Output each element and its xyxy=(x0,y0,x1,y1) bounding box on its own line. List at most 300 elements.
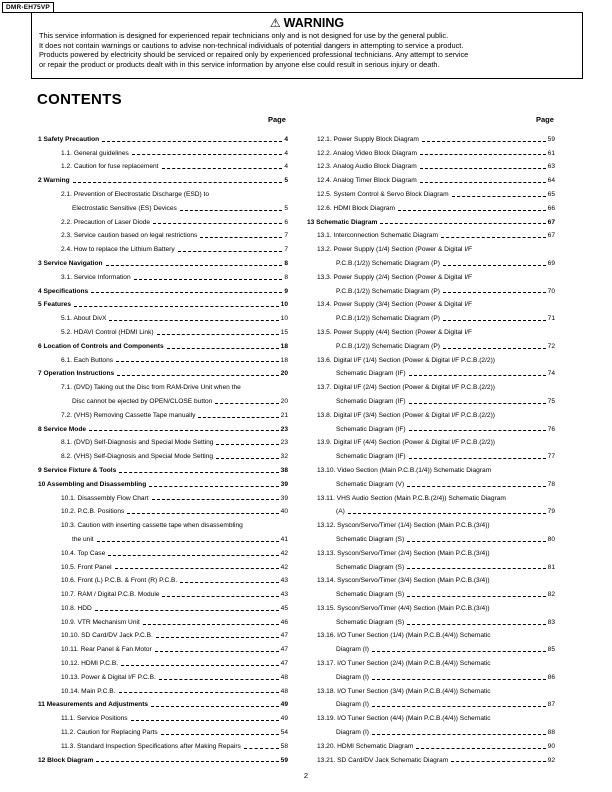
toc-entry-title: 12.6. HDMI Block Diagram xyxy=(317,204,396,212)
toc-leader-dots xyxy=(95,610,279,611)
toc-entry[interactable] xyxy=(307,323,555,337)
toc-leader-dots xyxy=(156,637,279,638)
toc-entry-page: 39 xyxy=(280,480,288,488)
toc-entry[interactable] xyxy=(307,365,555,379)
warning-line: This service information is designed for experienced repair technicians only and is not designed for use by the general public. xyxy=(39,31,449,40)
toc-entry-page: 83 xyxy=(547,618,555,626)
toc-entry[interactable] xyxy=(307,682,555,696)
toc-entry[interactable] xyxy=(38,144,288,158)
toc-entry-title: 5 Features xyxy=(38,301,71,309)
toc-entry-title: 10.11. Rear Panel & Fan Motor xyxy=(61,646,152,654)
toc-entry-title: 10 Assembling and Disassembling xyxy=(38,480,147,488)
toc-leader-dots xyxy=(372,651,546,652)
contents-title: CONTENTS xyxy=(37,91,122,108)
toc-entry-page: 49 xyxy=(280,701,288,709)
toc-entry-page: 18 xyxy=(280,356,288,364)
toc-entry[interactable] xyxy=(307,254,555,268)
toc-entry-page: 79 xyxy=(547,508,555,516)
toc-entry[interactable] xyxy=(307,461,555,475)
toc-entry-title: 13.2. Power Supply (1/4) Section (Power & Digital I/F xyxy=(317,246,473,254)
toc-entry[interactable] xyxy=(307,420,555,434)
toc-entry[interactable] xyxy=(38,309,288,323)
toc-entry-page: 90 xyxy=(547,742,555,750)
toc-entry-title: (A) xyxy=(336,508,345,516)
toc-leader-dots xyxy=(180,210,283,211)
toc-entry[interactable] xyxy=(38,268,288,282)
toc-entry[interactable] xyxy=(307,309,555,323)
toc-leader-dots xyxy=(152,499,279,500)
toc-entry-page: 21 xyxy=(280,411,288,419)
toc-entry-page: 70 xyxy=(547,287,555,295)
toc-leader-dots xyxy=(407,541,546,542)
toc-entry-page: 66 xyxy=(547,204,555,212)
toc-leader-dots xyxy=(409,458,546,459)
toc-entry[interactable] xyxy=(38,516,288,530)
toc-entry[interactable] xyxy=(38,392,288,406)
toc-entry-page: 8 xyxy=(284,273,288,281)
toc-entry[interactable] xyxy=(38,489,288,503)
toc-entry-title: the unit xyxy=(72,535,94,543)
toc-entry-page: 54 xyxy=(280,729,288,737)
toc-leader-dots xyxy=(102,141,282,142)
toc-entry-page: 61 xyxy=(547,149,555,157)
toc-entry[interactable] xyxy=(38,530,288,544)
toc-right-column xyxy=(307,130,555,765)
toc-entry[interactable] xyxy=(38,185,288,199)
toc-entry[interactable] xyxy=(38,585,288,599)
toc-entry-title: 11.2. Caution for Replacing Parts xyxy=(61,729,158,737)
toc-entry[interactable] xyxy=(307,447,555,461)
toc-entry-title: 6 Location of Controls and Components xyxy=(38,342,164,350)
toc-entry-page: 18 xyxy=(280,342,288,350)
toc-entry[interactable] xyxy=(38,709,288,723)
toc-entry[interactable] xyxy=(38,627,288,641)
toc-entry[interactable] xyxy=(38,654,288,668)
toc-leader-dots xyxy=(407,596,546,597)
toc-leader-dots xyxy=(121,665,279,666)
toc-entry[interactable] xyxy=(307,171,555,185)
toc-leader-dots xyxy=(89,430,279,431)
toc-entry-title: Schematic Diagram (S) xyxy=(336,563,405,571)
toc-entry[interactable] xyxy=(307,227,555,241)
toc-entry[interactable] xyxy=(307,240,555,254)
toc-entry[interactable] xyxy=(38,737,288,751)
toc-entry[interactable] xyxy=(307,378,555,392)
toc-entry-title: 12.4. Analog Timer Block Diagram xyxy=(317,177,417,185)
toc-entry-title: 2.2. Precaution of Laser Diode xyxy=(61,218,151,226)
toc-entry-title: 1 Safety Precaution xyxy=(38,135,100,143)
toc-leader-dots xyxy=(409,430,546,431)
toc-entry-title: 7.2. (VHS) Removing Cassette Tape manually xyxy=(61,411,196,419)
toc-entry-title: Electrostatic Sensitive (ES) Devices xyxy=(72,204,177,212)
toc-section-entry[interactable] xyxy=(38,461,288,475)
toc-entry[interactable] xyxy=(307,158,555,172)
toc-leader-dots xyxy=(420,182,546,183)
toc-entry[interactable] xyxy=(307,585,555,599)
toc-entry[interactable] xyxy=(38,199,288,213)
toc-entry[interactable] xyxy=(307,199,555,213)
toc-entry[interactable] xyxy=(38,668,288,682)
toc-entry[interactable] xyxy=(307,489,555,503)
toc-leader-dots xyxy=(127,513,278,514)
toc-entry[interactable] xyxy=(38,406,288,420)
toc-entry[interactable] xyxy=(38,240,288,254)
page-number: 2 xyxy=(303,771,309,780)
toc-entry[interactable] xyxy=(307,640,555,654)
toc-entry-page: 71 xyxy=(547,315,555,323)
toc-leader-dots xyxy=(215,403,278,404)
toc-entry-title: Schematic Diagram (IF) xyxy=(336,453,406,461)
toc-entry[interactable] xyxy=(307,392,555,406)
toc-entry-title: Schematic Diagram (IF) xyxy=(336,397,406,405)
toc-entry-title: 12.3. Analog Audio Block Diagram xyxy=(317,163,417,171)
warning-line: Products powered by electricity should be serviced or repaired only by experienced professional technicians. Any attempt to service xyxy=(39,50,469,60)
toc-entry-title: 3 Service Navigation xyxy=(38,259,103,267)
toc-entry-title: 10.3. Caution with inserting cassette tape when disassembling xyxy=(61,522,243,530)
toc-entry-title: 13.18. I/O Tuner Section (3/4) (Main P.C.B.(4/4)) Schematic xyxy=(317,687,491,695)
toc-entry-title: Schematic Diagram (S) xyxy=(336,591,405,599)
toc-entry-title: 10.9. VTR Mechanism Unit xyxy=(61,618,140,626)
toc-entry[interactable] xyxy=(307,544,555,558)
toc-entry-page: 85 xyxy=(547,646,555,654)
toc-entry[interactable] xyxy=(307,351,555,365)
toc-entry[interactable] xyxy=(307,503,555,517)
toc-entry-page: 82 xyxy=(547,591,555,599)
toc-entry-title: 13.11. VHS Audio Section (Main P.C.B.(2/4)) Schematic Diagram xyxy=(317,494,506,502)
toc-entry[interactable] xyxy=(307,130,555,144)
toc-entry[interactable] xyxy=(38,434,288,448)
toc-entry-page: 77 xyxy=(547,453,555,461)
toc-entry[interactable] xyxy=(307,572,555,586)
toc-entry-title: 10.12. HDMI P.C.B. xyxy=(61,660,119,668)
toc-entry-title: Diagram (I) xyxy=(336,646,369,654)
toc-entry-title: 12.2. Analog Video Block Diagram xyxy=(317,149,417,157)
toc-entry-title: 6.1. Each Buttons xyxy=(61,356,114,364)
toc-entry-title: P.C.B.(1/2)) Schematic Diagram (P) xyxy=(336,287,440,295)
toc-entry-page: 4 xyxy=(284,135,288,143)
toc-entry-title: 8 Service Mode xyxy=(38,425,87,433)
left-page-header: Page xyxy=(268,115,286,124)
toc-entry-title: Schematic Diagram (IF) xyxy=(336,425,406,433)
toc-entry[interactable] xyxy=(307,296,555,310)
toc-leader-dots xyxy=(451,761,545,762)
toc-entry-title: P.C.B.(1/2)) Schematic Diagram (P) xyxy=(336,259,440,267)
toc-entry-page: 64 xyxy=(547,177,555,185)
toc-entry[interactable] xyxy=(38,378,288,392)
toc-entry-page: 23 xyxy=(280,425,288,433)
toc-entry-title: 10.4. Top Case xyxy=(61,549,106,557)
toc-entry-title: 4 Specifications xyxy=(38,287,89,295)
toc-entry[interactable] xyxy=(38,640,288,654)
toc-entry-page: 42 xyxy=(280,549,288,557)
toc-entry[interactable] xyxy=(307,709,555,723)
toc-entry[interactable] xyxy=(307,337,555,351)
toc-entry-page: 7 xyxy=(284,232,288,240)
toc-entry-page: 4 xyxy=(284,149,288,157)
toc-entry[interactable] xyxy=(38,503,288,517)
toc-entry-page: 42 xyxy=(280,563,288,571)
toc-entry-page: 46 xyxy=(280,618,288,626)
toc-entry[interactable] xyxy=(307,613,555,627)
toc-leader-dots xyxy=(198,417,278,418)
toc-entry-title: 13.14. Syscon/Servo/Timer (3/4) Section (Main P.C.B.(3/4)) xyxy=(317,577,490,585)
toc-entry-page: 23 xyxy=(280,439,288,447)
toc-entry-page: 43 xyxy=(280,577,288,585)
toc-leader-dots xyxy=(348,513,546,514)
toc-entry-title: 13.1. Interconnection Schematic Diagram xyxy=(317,232,438,240)
toc-entry-title: 5.2. HDAVI Control (HDMI Link) xyxy=(61,328,154,336)
toc-leader-dots xyxy=(441,237,546,238)
toc-entry-title: P.C.B.(1/2)) Schematic Diagram (P) xyxy=(336,315,440,323)
toc-entry-page: 88 xyxy=(547,729,555,737)
toc-entry-page: 38 xyxy=(280,466,288,474)
toc-entry-page: 5 xyxy=(284,204,288,212)
toc-entry-page: 10 xyxy=(280,301,288,309)
toc-section-entry[interactable] xyxy=(38,751,288,765)
warning-title-text: WARNING xyxy=(283,16,345,30)
toc-entry[interactable] xyxy=(38,544,288,558)
toc-leader-dots xyxy=(407,624,546,625)
toc-entry-page: 7 xyxy=(284,246,288,254)
toc-leader-dots xyxy=(443,265,546,266)
toc-entry-title: 13.9. Digital I/F (4/4) Section (Power & Digital I/F P.C.B.(2/2)) xyxy=(317,439,495,447)
toc-entry-title: 13.20. HDMI Schematic Diagram xyxy=(317,742,414,750)
toc-entry[interactable] xyxy=(307,723,555,737)
toc-leader-dots xyxy=(151,706,279,707)
toc-entry-page: 48 xyxy=(280,687,288,695)
toc-leader-dots xyxy=(180,582,278,583)
toc-entry-title: 13.21. SD Card/DV Jack Schematic Diagram xyxy=(317,756,449,764)
toc-entry-page: 69 xyxy=(547,259,555,267)
toc-leader-dots xyxy=(73,182,283,183)
toc-entry[interactable] xyxy=(307,558,555,572)
toc-entry-title: 13.19. I/O Tuner Section (4/4) (Main P.C.B.(4/4)) Schematic xyxy=(317,715,491,723)
toc-entry-page: 39 xyxy=(280,494,288,502)
toc-entry[interactable] xyxy=(307,668,555,682)
toc-entry-page: 41 xyxy=(280,535,288,543)
toc-entry-title: 10.5. Front Panel xyxy=(61,563,112,571)
toc-entry-title: 11.1. Service Positions xyxy=(61,715,128,723)
toc-entry-page: 47 xyxy=(280,646,288,654)
toc-leader-dots xyxy=(407,568,546,569)
toc-entry-title: 10.10. SD Card/DV Jack P.C.B. xyxy=(61,632,153,640)
toc-entry-title: 13.8. Digital I/F (3/4) Section (Power & Digital I/F P.C.B.(2/2)) xyxy=(317,411,495,419)
toc-entry[interactable] xyxy=(307,530,555,544)
toc-entry-page: 80 xyxy=(547,535,555,543)
toc-entry-page: 47 xyxy=(280,660,288,668)
toc-leader-dots xyxy=(409,375,546,376)
toc-entry[interactable] xyxy=(38,558,288,572)
toc-entry-title: P.C.B.(1/2)) Schematic Diagram (P) xyxy=(336,342,440,350)
toc-entry-title: 1.2. Caution for fuse replacement xyxy=(61,163,159,171)
toc-entry-title: 13.7. Digital I/F (2/4) Section (Power & Digital I/F P.C.B.(2/2)) xyxy=(317,384,495,392)
toc-leader-dots xyxy=(97,541,279,542)
toc-entry[interactable] xyxy=(307,406,555,420)
toc-entry-title: Diagram (I) xyxy=(336,673,369,681)
toc-entry-page: 72 xyxy=(547,342,555,350)
toc-section-entry[interactable] xyxy=(307,213,555,227)
toc-entry-page: 59 xyxy=(547,135,555,143)
toc-entry-title: 13.5. Power Supply (4/4) Section (Power & Digital I/F xyxy=(317,328,473,336)
toc-entry[interactable] xyxy=(38,682,288,696)
toc-entry-page: 76 xyxy=(547,425,555,433)
toc-entry[interactable] xyxy=(307,516,555,530)
toc-entry-title: 13.3. Power Supply (2/4) Section (Power & Digital I/F xyxy=(317,273,473,281)
right-page-header: Page xyxy=(536,115,554,124)
toc-leader-dots xyxy=(380,223,545,224)
toc-entry-page: 59 xyxy=(280,756,288,764)
toc-entry-title: 13.15. Syscon/Servo/Timer (4/4) Section (Main P.C.B.(3/4)) xyxy=(317,604,490,612)
toc-entry-title: 13 Schematic Diagram xyxy=(307,218,378,226)
toc-entry[interactable] xyxy=(38,213,288,227)
toc-leader-dots xyxy=(452,196,546,197)
toc-left-column xyxy=(38,130,288,765)
toc-entry-page: 75 xyxy=(547,397,555,405)
toc-entry[interactable] xyxy=(307,282,555,296)
toc-entry[interactable] xyxy=(38,613,288,627)
toc-section-entry[interactable] xyxy=(38,696,288,710)
toc-entry-page: 65 xyxy=(547,190,555,198)
toc-entry-page: 45 xyxy=(280,604,288,612)
model-tag: DMR-EH75VP xyxy=(2,2,54,13)
toc-leader-dots xyxy=(167,348,279,349)
toc-entry[interactable] xyxy=(38,572,288,586)
toc-entry[interactable] xyxy=(307,475,555,489)
toc-entry-title: 13.10. Video Section (Main P.C.B.(1/4)) Schematic Diagram xyxy=(317,466,492,474)
toc-entry-title: 10.14. Main P.C.B. xyxy=(61,687,116,695)
toc-entry-page: 20 xyxy=(280,370,288,378)
toc-entry-title: Diagram (I) xyxy=(336,729,369,737)
toc-entry-title: 13.12. Syscon/Servo/Timer (1/4) Section (Main P.C.B.(3/4)) xyxy=(317,522,490,530)
toc-entry[interactable] xyxy=(307,268,555,282)
toc-entry-title: 10.2. P.C.B. Positions xyxy=(61,508,125,516)
toc-entry[interactable] xyxy=(38,723,288,737)
toc-entry-title: Schematic Diagram (S) xyxy=(336,618,405,626)
toc-leader-dots xyxy=(162,168,283,169)
toc-entry-page: 86 xyxy=(547,673,555,681)
toc-entry-title: 12 Block Diagram xyxy=(38,756,94,764)
toc-section-entry[interactable] xyxy=(38,296,288,310)
toc-leader-dots xyxy=(96,761,278,762)
toc-entry-title: 13.4. Power Supply (3/4) Section (Power & Digital I/F xyxy=(317,301,473,309)
toc-entry[interactable] xyxy=(38,227,288,241)
toc-entry-page: 5 xyxy=(284,177,288,185)
toc-entry-title: Schematic Diagram (S) xyxy=(336,535,405,543)
toc-entry[interactable] xyxy=(38,447,288,461)
toc-entry-page: 58 xyxy=(280,742,288,750)
warning-text xyxy=(32,31,582,69)
toc-leader-dots xyxy=(162,596,278,597)
toc-entry-title: Diagram (I) xyxy=(336,701,369,709)
toc-leader-dots xyxy=(117,375,278,376)
toc-entry-page: 81 xyxy=(547,563,555,571)
toc-entry-title: 2.1. Prevention of Electrostatic Discharge (ESD) to xyxy=(61,190,210,198)
warning-triangle-icon: ⚠ xyxy=(269,16,281,30)
toc-leader-dots xyxy=(157,334,279,335)
toc-leader-dots xyxy=(143,624,279,625)
toc-leader-dots xyxy=(119,692,279,693)
toc-entry-title: 10.1. Disassembly Flow Chart xyxy=(61,494,149,502)
toc-entry-title: 1.1. General guidelines xyxy=(61,149,129,157)
toc-entry-title: Schematic Diagram (IF) xyxy=(336,370,406,378)
toc-entry[interactable] xyxy=(307,434,555,448)
toc-entry[interactable] xyxy=(307,144,555,158)
toc-leader-dots xyxy=(109,320,278,321)
toc-entry[interactable] xyxy=(38,158,288,172)
toc-leader-dots xyxy=(178,251,283,252)
toc-entry[interactable] xyxy=(38,351,288,365)
toc-leader-dots xyxy=(116,361,279,362)
toc-entry-page: 6 xyxy=(284,218,288,226)
toc-entry-page: 63 xyxy=(547,163,555,171)
toc-section-entry[interactable] xyxy=(38,130,288,144)
toc-leader-dots xyxy=(244,748,279,749)
toc-section-entry[interactable] xyxy=(38,365,288,379)
toc-entry[interactable] xyxy=(307,696,555,710)
toc-entry-title: 7 Operation Instructions xyxy=(38,370,115,378)
toc-entry[interactable] xyxy=(307,599,555,613)
toc-entry-title: 10.13. Power & Digital I/F P.C.B. xyxy=(61,673,156,681)
toc-leader-dots xyxy=(115,568,279,569)
toc-leader-dots xyxy=(398,210,546,211)
toc-entry-title: 7.1. (DVD) Taking out the Disc from RAM-Drive Unit when the xyxy=(61,384,241,392)
toc-leader-dots xyxy=(443,292,546,293)
toc-entry[interactable] xyxy=(38,323,288,337)
toc-leader-dots xyxy=(216,444,278,445)
toc-section-entry[interactable] xyxy=(38,282,288,296)
toc-entry[interactable] xyxy=(38,599,288,613)
toc-section-entry[interactable] xyxy=(38,337,288,351)
toc-leader-dots xyxy=(420,154,546,155)
warning-title xyxy=(32,16,582,30)
toc-entry-title: 10.6. Front (L) P.C.B. & Front (R) P.C.B. xyxy=(61,577,178,585)
toc-entry-page: 10 xyxy=(280,315,288,323)
toc-entry-title: 12.1. Power Supply Block Diagram xyxy=(317,135,419,143)
toc-leader-dots xyxy=(407,486,546,487)
toc-entry-title: 13.16. I/O Tuner Section (1/4) (Main P.C.B.(4/4)) Schematic xyxy=(317,632,491,640)
toc-entry[interactable] xyxy=(307,737,555,751)
toc-section-entry[interactable] xyxy=(38,475,288,489)
warning-line: or repair the product or products dealt with in this service information by anyone else could result in serious injury or death. xyxy=(39,59,440,69)
toc-leader-dots xyxy=(155,651,279,652)
toc-section-entry[interactable] xyxy=(38,420,288,434)
toc-entry-title: 10.8. HDD xyxy=(61,604,92,612)
toc-leader-dots xyxy=(119,472,278,473)
toc-entry[interactable] xyxy=(307,627,555,641)
toc-entry[interactable] xyxy=(307,654,555,668)
toc-entry-page: 20 xyxy=(280,397,288,405)
toc-entry-page: 78 xyxy=(547,480,555,488)
toc-entry-title: 11.3. Standard Inspection Specifications after Making Repairs xyxy=(61,742,241,750)
toc-leader-dots xyxy=(153,223,282,224)
toc-entry[interactable] xyxy=(307,185,555,199)
toc-entry-title: 8.2. (VHS) Self-Diagnosis and Special Mode Setting xyxy=(61,453,214,461)
toc-entry[interactable] xyxy=(307,751,555,765)
toc-entry-page: 4 xyxy=(284,163,288,171)
toc-entry-title: 5.1. About DivX xyxy=(61,315,107,323)
toc-leader-dots xyxy=(132,154,283,155)
toc-leader-dots xyxy=(216,458,279,459)
toc-leader-dots xyxy=(372,734,546,735)
toc-leader-dots xyxy=(422,141,546,142)
toc-section-entry[interactable] xyxy=(38,171,288,185)
toc-leader-dots xyxy=(443,348,546,349)
toc-leader-dots xyxy=(443,320,546,321)
toc-entry-page: 87 xyxy=(547,701,555,709)
toc-entry-title: Disc cannot be ejected by OPEN/CLOSE button xyxy=(72,397,213,405)
toc-section-entry[interactable] xyxy=(38,254,288,268)
toc-entry-page: 74 xyxy=(547,370,555,378)
